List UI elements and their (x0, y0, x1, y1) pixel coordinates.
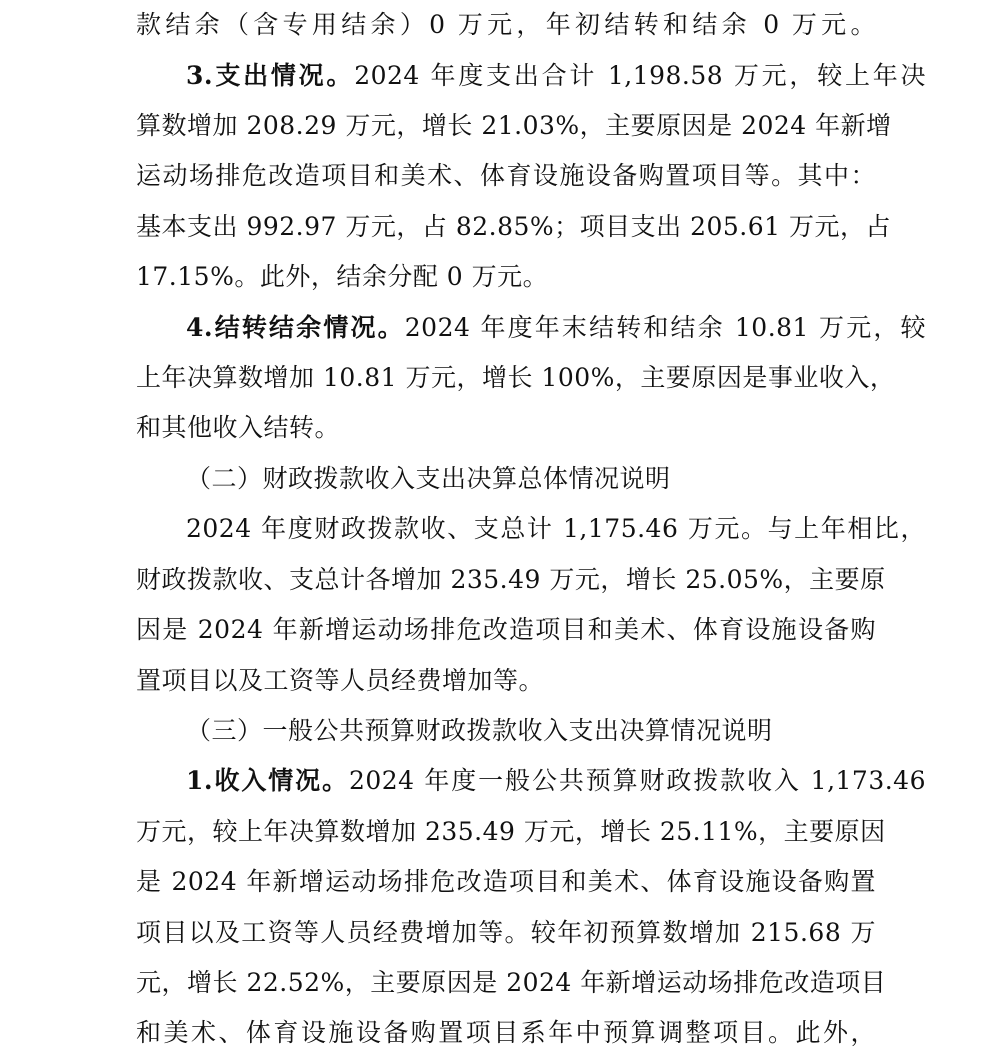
text-line: 元，增长 22.52%，主要原因是 2024 年新增运动场排危改造项目 (136, 968, 887, 997)
text-line: 上年决算数增加 10.81 万元，增长 100%，主要原因是事业收入， (136, 363, 896, 392)
text-line: 因是 2024 年新增运动场排危改造项目和美术、体育设施设备购 (136, 615, 876, 644)
text-line: 运动场排危改造项目和美术、体育设施设备购置项目等。其中： (136, 161, 876, 190)
section-lead: 4.结转结余情况。 (186, 313, 405, 342)
text-line: 算数增加 208.29 万元，增长 21.03%，主要原因是 2024 年新增 (136, 111, 892, 140)
text-line: 项目以及工资等人员经费增加等。较年初预算数增加 215.68 万 (136, 918, 876, 947)
section-heading: （二）财政拨款收入支出决算总体情况说明 (186, 464, 671, 493)
section-lead: 1.收入情况。 (186, 766, 349, 795)
text-line: 款结余（含专用结余）0 万元，年初结转和结余 0 万元。 (136, 10, 876, 39)
text-line: 置项目以及工资等人员经费增加等。 (136, 666, 545, 695)
text-line: 是 2024 年新增运动场排危改造项目和美术、体育设施设备购置 (136, 867, 876, 896)
text-line: 万元，较上年决算数增加 235.49 万元，增长 25.11%，主要原因 (136, 817, 886, 846)
text-line: 17.15%。此外，结余分配 0 万元。 (136, 262, 549, 291)
section-heading: （三）一般公共预算财政拨款收入支出决算情况说明 (186, 716, 773, 745)
text-line: 和美术、体育设施设备购置项目系年中预算调整项目。此外， (136, 1018, 876, 1047)
text-line: 基本支出 992.97 万元，占 82.85%；项目支出 205.61 万元，占 (136, 212, 892, 241)
text-line: 4.结转结余情况。2024 年度年末结转和结余 10.81 万元，较 (186, 313, 926, 342)
text-line: 2024 年度财政拨款收、支总计 1,175.46 万元。与上年相比， (186, 514, 926, 543)
section-lead: 3.支出情况。 (186, 61, 355, 90)
text-line: 财政拨款收、支总计各增加 235.49 万元，增长 25.05%，主要原 (136, 565, 886, 594)
text-line: 1.收入情况。2024 年度一般公共预算财政拨款收入 1,173.46 (186, 766, 926, 795)
text-line: 3.支出情况。2024 年度支出合计 1,198.58 万元，较上年决 (186, 61, 926, 90)
text-line: 和其他收入结转。 (136, 413, 341, 442)
